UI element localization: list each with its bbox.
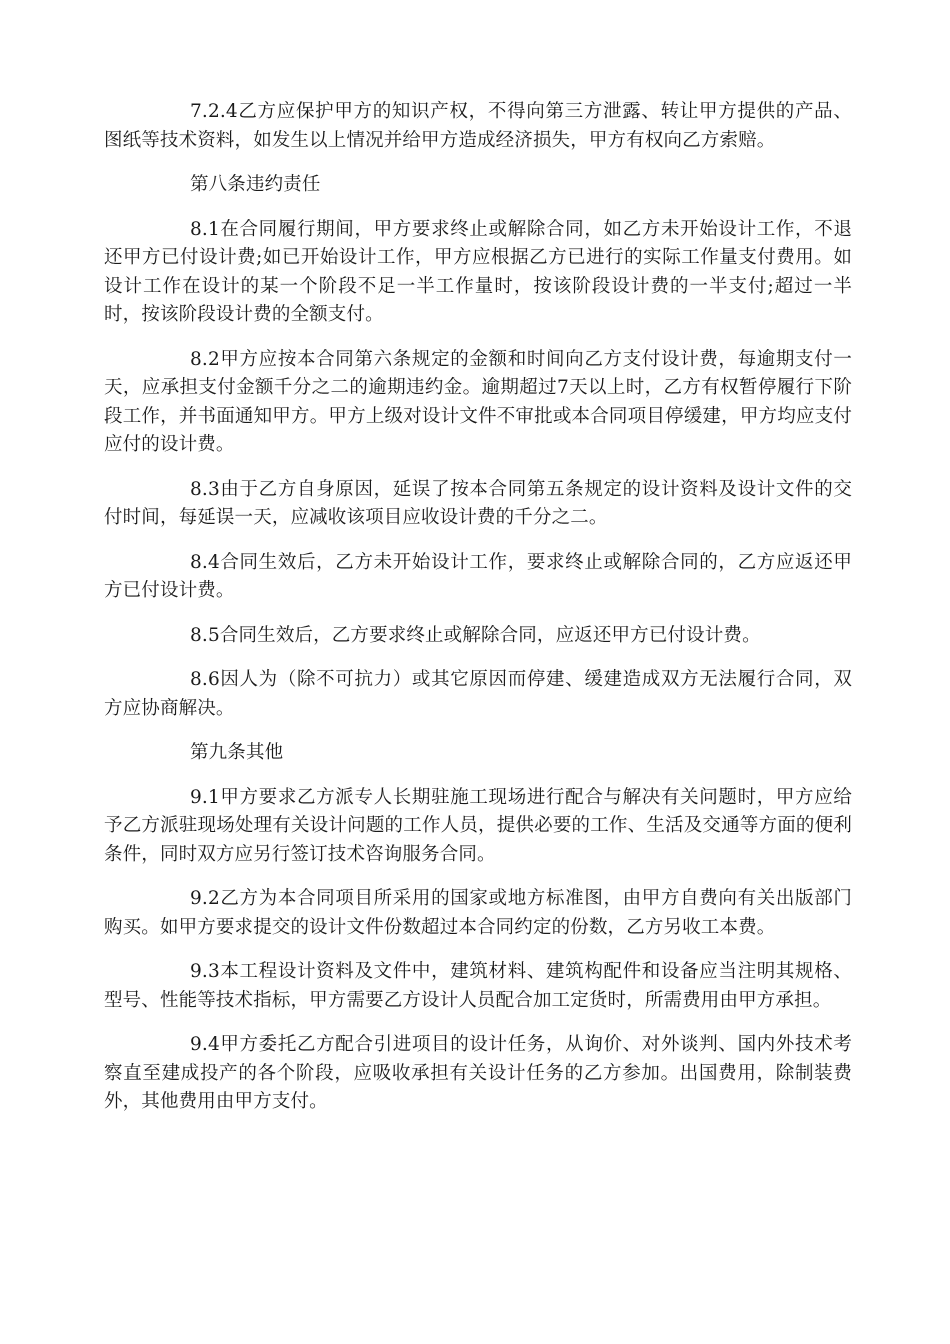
clause-8-6: 8.6因人为（除不可抗力）或其它原因而停建、缓建造成双方无法履行合同，双方应协商解决。 bbox=[104, 669, 852, 719]
clause-8-3: 8.3由于乙方自身原因，延误了按本合同第五条规定的设计资料及设计文件的交付时间，每延误一天，应减收该项目应收设计费的千分之二。 bbox=[104, 478, 852, 528]
clause-9-4: 9.4甲方委托乙方配合引进项目的设计任务，从询价、对外谈判、国内外技术考察直至建成投产的各个阶段，应吸收承担有关设计任务的乙方参加。出国费用，除制装费外，其他费用由甲方支付。 bbox=[104, 1034, 852, 1112]
clause-7-2-4: 7.2.4乙方应保护甲方的知识产权，不得向第三方泄露、转让甲方提供的产品、图纸等技术资料，如发生以上情况并给甲方造成经济损失，甲方有权向乙方索赔。 bbox=[104, 101, 852, 151]
clause-8-2: 8.2甲方应按本合同第六条规定的金额和时间向乙方支付设计费，每逾期支付一天，应承担支付金额千分之二的逾期违约金。逾期超过7天以上时，乙方有权暂停履行下阶段工作，并书面通知甲方。甲方上级对设计文件不审批或本合同项目停缓建，甲方均应支付应付的设计费。 bbox=[104, 348, 852, 455]
section-8-heading: 第八条违约责任 bbox=[190, 174, 321, 195]
clause-8-5: 8.5合同生效后，乙方要求终止或解除合同，应返还甲方已付设计费。 bbox=[190, 624, 761, 646]
clause-8-1: 8.1在合同履行期间，甲方要求终止或解除合同，如乙方未开始设计工作，不退还甲方已付设计费;如已开始设计工作，甲方应根据乙方已进行的实际工作量支付费用。如设计工作在设计的某一个阶段不足一半工作量时，按该阶段设计费的一半支付;超过一半时，按该阶段设计费的全额支付。 bbox=[104, 218, 852, 325]
section-9-heading: 第九条其他 bbox=[190, 742, 284, 763]
clause-9-2: 9.2乙方为本合同项目所采用的国家或地方标准图，由甲方自费向有关出版部门购买。如甲方要求提交的设计文件份数超过本合同约定的份数，乙方另收工本费。 bbox=[104, 888, 852, 938]
clause-8-4: 8.4合同生效后，乙方未开始设计工作，要求终止或解除合同的，乙方应返还甲方已付设计费。 bbox=[104, 551, 852, 601]
document-page bbox=[104, 98, 852, 1133]
clause-9-1: 9.1甲方要求乙方派专人长期驻施工现场进行配合与解决有关问题时，甲方应给予乙方派驻现场处理有关设计问题的工作人员，提供必要的工作、生活及交通等方面的便利条件，同时双方应另行签订技术咨询服务合同。 bbox=[104, 786, 852, 865]
clause-9-3: 9.3本工程设计资料及文件中，建筑材料、建筑构配件和设备应当注明其规格、型号、性能等技术指标，甲方需要乙方设计人员配合加工定货时，所需费用由甲方承担。 bbox=[104, 961, 852, 1011]
